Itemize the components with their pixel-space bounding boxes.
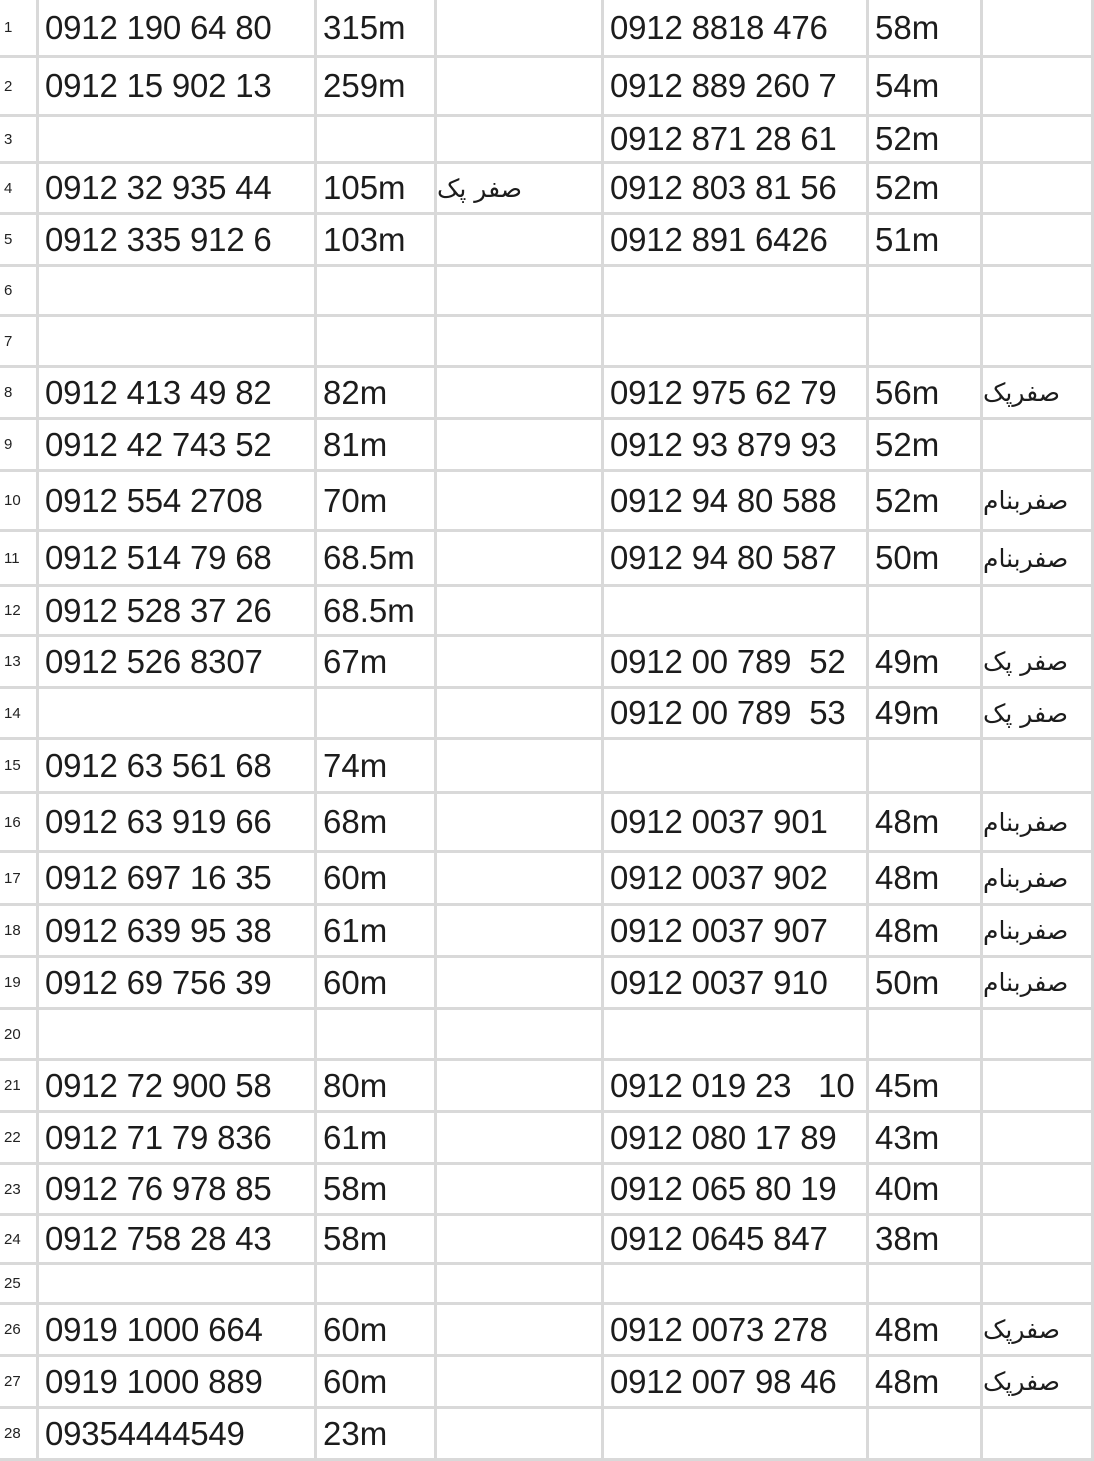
- price-cell[interactable]: 68m: [317, 794, 437, 853]
- note-cell[interactable]: [983, 740, 1094, 794]
- note-cell[interactable]: [437, 1216, 604, 1265]
- phone-number-cell[interactable]: 0912 00 789 53: [604, 689, 869, 740]
- phone-number-cell[interactable]: 0912 080 17 89: [604, 1113, 869, 1165]
- price-cell[interactable]: 60m: [317, 1305, 437, 1357]
- row-number[interactable]: 4: [0, 164, 39, 215]
- phone-number-cell[interactable]: 0912 803 81 56: [604, 164, 869, 215]
- note-cell[interactable]: [983, 420, 1094, 472]
- price-cell[interactable]: 259m: [317, 58, 437, 117]
- phone-number-cell[interactable]: 0912 93 879 93: [604, 420, 869, 472]
- phone-number-cell[interactable]: [604, 587, 869, 637]
- row-number[interactable]: 11: [0, 532, 39, 587]
- phone-number-cell[interactable]: 0912 0037 910: [604, 958, 869, 1010]
- phone-number-cell[interactable]: 0912 15 902 13: [39, 58, 317, 117]
- phone-number-cell[interactable]: [604, 740, 869, 794]
- note-cell[interactable]: [437, 1010, 604, 1061]
- note-cell[interactable]: صفربنام: [983, 794, 1094, 853]
- phone-number-cell[interactable]: 0919 1000 889: [39, 1357, 317, 1409]
- price-cell[interactable]: 52m: [869, 472, 983, 532]
- phone-number-cell[interactable]: 0912 891 6426: [604, 215, 869, 267]
- phone-number-cell[interactable]: 0912 007 98 46: [604, 1357, 869, 1409]
- phone-number-cell[interactable]: 0912 0037 907: [604, 906, 869, 958]
- price-cell[interactable]: 50m: [869, 532, 983, 587]
- price-cell[interactable]: [869, 740, 983, 794]
- note-cell[interactable]: [437, 1061, 604, 1113]
- price-cell[interactable]: 54m: [869, 58, 983, 117]
- row-number[interactable]: 13: [0, 637, 39, 689]
- note-cell[interactable]: [437, 1165, 604, 1216]
- note-cell[interactable]: [437, 472, 604, 532]
- note-cell[interactable]: [983, 317, 1094, 368]
- phone-number-cell[interactable]: 0912 63 919 66: [39, 794, 317, 853]
- note-cell[interactable]: صفر پک: [983, 689, 1094, 740]
- note-cell[interactable]: [437, 267, 604, 317]
- phone-number-cell[interactable]: 0912 413 49 82: [39, 368, 317, 420]
- row-number[interactable]: 12: [0, 587, 39, 637]
- phone-number-cell[interactable]: 0912 0037 901: [604, 794, 869, 853]
- row-number[interactable]: 10: [0, 472, 39, 532]
- row-number[interactable]: 24: [0, 1216, 39, 1265]
- phone-number-cell[interactable]: 0912 69 756 39: [39, 958, 317, 1010]
- price-cell[interactable]: 81m: [317, 420, 437, 472]
- price-cell[interactable]: 48m: [869, 1357, 983, 1409]
- note-cell[interactable]: [983, 215, 1094, 267]
- row-number[interactable]: 1: [0, 0, 39, 58]
- price-cell[interactable]: 68.5m: [317, 587, 437, 637]
- note-cell[interactable]: [437, 794, 604, 853]
- price-cell[interactable]: 51m: [869, 215, 983, 267]
- phone-number-cell[interactable]: [39, 1010, 317, 1061]
- note-cell[interactable]: [983, 587, 1094, 637]
- phone-number-cell[interactable]: [39, 117, 317, 164]
- note-cell[interactable]: [437, 317, 604, 368]
- price-cell[interactable]: [869, 1010, 983, 1061]
- phone-number-cell[interactable]: 0912 00 789 52: [604, 637, 869, 689]
- note-cell[interactable]: [437, 532, 604, 587]
- note-cell[interactable]: [983, 1409, 1094, 1461]
- phone-number-cell[interactable]: [39, 267, 317, 317]
- price-cell[interactable]: 67m: [317, 637, 437, 689]
- price-cell[interactable]: [317, 267, 437, 317]
- price-cell[interactable]: 60m: [317, 1357, 437, 1409]
- note-cell[interactable]: [983, 58, 1094, 117]
- phone-number-cell[interactable]: 0912 0073 278: [604, 1305, 869, 1357]
- price-cell[interactable]: 52m: [869, 164, 983, 215]
- price-cell[interactable]: 38m: [869, 1216, 983, 1265]
- price-cell[interactable]: 43m: [869, 1113, 983, 1165]
- row-number[interactable]: 9: [0, 420, 39, 472]
- phone-number-cell[interactable]: 0912 526 8307: [39, 637, 317, 689]
- phone-number-cell[interactable]: 0912 94 80 588: [604, 472, 869, 532]
- row-number[interactable]: 22: [0, 1113, 39, 1165]
- phone-number-cell[interactable]: 0912 554 2708: [39, 472, 317, 532]
- price-cell[interactable]: [869, 317, 983, 368]
- phone-number-cell[interactable]: 0912 0037 902: [604, 853, 869, 906]
- phone-number-cell[interactable]: 0912 0645 847: [604, 1216, 869, 1265]
- note-cell[interactable]: [437, 58, 604, 117]
- note-cell[interactable]: [437, 689, 604, 740]
- phone-number-cell[interactable]: 0912 758 28 43: [39, 1216, 317, 1265]
- note-cell[interactable]: [437, 420, 604, 472]
- note-cell[interactable]: [983, 117, 1094, 164]
- price-cell[interactable]: 315m: [317, 0, 437, 58]
- phone-number-cell[interactable]: 0912 871 28 61: [604, 117, 869, 164]
- row-number[interactable]: 28: [0, 1409, 39, 1461]
- note-cell[interactable]: صفرپک: [983, 368, 1094, 420]
- phone-number-cell[interactable]: 0912 94 80 587: [604, 532, 869, 587]
- price-cell[interactable]: 40m: [869, 1165, 983, 1216]
- price-cell[interactable]: 49m: [869, 637, 983, 689]
- price-cell[interactable]: [317, 117, 437, 164]
- price-cell[interactable]: 48m: [869, 794, 983, 853]
- phone-number-cell[interactable]: 0912 697 16 35: [39, 853, 317, 906]
- row-number[interactable]: 21: [0, 1061, 39, 1113]
- note-cell[interactable]: صفر پک: [437, 164, 604, 215]
- row-number[interactable]: 5: [0, 215, 39, 267]
- note-cell[interactable]: [983, 1113, 1094, 1165]
- price-cell[interactable]: [869, 1265, 983, 1305]
- row-number[interactable]: 8: [0, 368, 39, 420]
- note-cell[interactable]: [983, 1165, 1094, 1216]
- row-number[interactable]: 18: [0, 906, 39, 958]
- note-cell[interactable]: صفربنام: [983, 853, 1094, 906]
- note-cell[interactable]: [437, 1113, 604, 1165]
- phone-number-cell[interactable]: [39, 1265, 317, 1305]
- row-number[interactable]: 6: [0, 267, 39, 317]
- row-number[interactable]: 25: [0, 1265, 39, 1305]
- phone-number-cell[interactable]: 0912 190 64 80: [39, 0, 317, 58]
- note-cell[interactable]: [437, 587, 604, 637]
- price-cell[interactable]: [869, 267, 983, 317]
- note-cell[interactable]: صفر پک: [983, 637, 1094, 689]
- price-cell[interactable]: 60m: [317, 958, 437, 1010]
- price-cell[interactable]: 58m: [317, 1216, 437, 1265]
- price-cell[interactable]: 61m: [317, 1113, 437, 1165]
- price-cell[interactable]: 60m: [317, 853, 437, 906]
- price-cell[interactable]: 80m: [317, 1061, 437, 1113]
- note-cell[interactable]: [437, 853, 604, 906]
- note-cell[interactable]: [983, 164, 1094, 215]
- phone-number-cell[interactable]: 0912 019 23 10: [604, 1061, 869, 1113]
- price-cell[interactable]: 70m: [317, 472, 437, 532]
- note-cell[interactable]: [437, 117, 604, 164]
- phone-number-cell[interactable]: 09354444549: [39, 1409, 317, 1461]
- note-cell[interactable]: [437, 740, 604, 794]
- price-cell[interactable]: 45m: [869, 1061, 983, 1113]
- price-cell[interactable]: 48m: [869, 1305, 983, 1357]
- phone-number-cell[interactable]: 0919 1000 664: [39, 1305, 317, 1357]
- phone-number-cell[interactable]: 0912 889 260 7: [604, 58, 869, 117]
- phone-number-cell[interactable]: 0912 76 978 85: [39, 1165, 317, 1216]
- phone-number-cell[interactable]: [604, 317, 869, 368]
- note-cell[interactable]: [437, 1265, 604, 1305]
- phone-number-cell[interactable]: 0912 8818 476: [604, 0, 869, 58]
- row-number[interactable]: 17: [0, 853, 39, 906]
- note-cell[interactable]: [983, 1216, 1094, 1265]
- row-number[interactable]: 15: [0, 740, 39, 794]
- price-cell[interactable]: 52m: [869, 420, 983, 472]
- note-cell[interactable]: [983, 267, 1094, 317]
- phone-number-cell[interactable]: 0912 42 743 52: [39, 420, 317, 472]
- price-cell[interactable]: [317, 317, 437, 368]
- row-number[interactable]: 7: [0, 317, 39, 368]
- phone-number-cell[interactable]: 0912 63 561 68: [39, 740, 317, 794]
- row-number[interactable]: 26: [0, 1305, 39, 1357]
- price-cell[interactable]: 23m: [317, 1409, 437, 1461]
- note-cell[interactable]: [437, 1409, 604, 1461]
- row-number[interactable]: 2: [0, 58, 39, 117]
- phone-number-cell[interactable]: 0912 975 62 79: [604, 368, 869, 420]
- row-number[interactable]: 20: [0, 1010, 39, 1061]
- price-cell[interactable]: [869, 587, 983, 637]
- price-cell[interactable]: 103m: [317, 215, 437, 267]
- note-cell[interactable]: [983, 1010, 1094, 1061]
- phone-number-cell[interactable]: [604, 267, 869, 317]
- price-cell[interactable]: 74m: [317, 740, 437, 794]
- note-cell[interactable]: [437, 958, 604, 1010]
- phone-number-cell[interactable]: [39, 317, 317, 368]
- note-cell[interactable]: صفربنام: [983, 958, 1094, 1010]
- price-cell[interactable]: 82m: [317, 368, 437, 420]
- price-cell[interactable]: [317, 1265, 437, 1305]
- phone-number-cell[interactable]: 0912 72 900 58: [39, 1061, 317, 1113]
- note-cell[interactable]: [983, 1265, 1094, 1305]
- note-cell[interactable]: [983, 1061, 1094, 1113]
- note-cell[interactable]: صفربنام: [983, 906, 1094, 958]
- phone-number-cell[interactable]: 0912 514 79 68: [39, 532, 317, 587]
- price-cell[interactable]: 48m: [869, 906, 983, 958]
- price-cell[interactable]: 50m: [869, 958, 983, 1010]
- note-cell[interactable]: [437, 637, 604, 689]
- note-cell[interactable]: [437, 215, 604, 267]
- row-number[interactable]: 19: [0, 958, 39, 1010]
- phone-number-cell[interactable]: 0912 639 95 38: [39, 906, 317, 958]
- note-cell[interactable]: صفربنام: [983, 472, 1094, 532]
- row-number[interactable]: 16: [0, 794, 39, 853]
- phone-number-cell[interactable]: 0912 528 37 26: [39, 587, 317, 637]
- row-number[interactable]: 23: [0, 1165, 39, 1216]
- price-cell[interactable]: [869, 1409, 983, 1461]
- price-cell[interactable]: 61m: [317, 906, 437, 958]
- note-cell[interactable]: صفرپک: [983, 1357, 1094, 1409]
- note-cell[interactable]: صفرپک: [983, 1305, 1094, 1357]
- row-number[interactable]: 27: [0, 1357, 39, 1409]
- price-cell[interactable]: [317, 689, 437, 740]
- note-cell[interactable]: [437, 1357, 604, 1409]
- phone-number-cell[interactable]: [604, 1010, 869, 1061]
- note-cell[interactable]: [437, 0, 604, 58]
- phone-number-cell[interactable]: [604, 1409, 869, 1461]
- note-cell[interactable]: [983, 0, 1094, 58]
- price-cell[interactable]: 68.5m: [317, 532, 437, 587]
- price-cell[interactable]: 52m: [869, 117, 983, 164]
- price-cell[interactable]: 58m: [317, 1165, 437, 1216]
- phone-number-cell[interactable]: 0912 335 912 6: [39, 215, 317, 267]
- phone-number-cell[interactable]: 0912 32 935 44: [39, 164, 317, 215]
- price-cell[interactable]: 56m: [869, 368, 983, 420]
- phone-number-cell[interactable]: [604, 1265, 869, 1305]
- phone-number-cell[interactable]: [39, 689, 317, 740]
- row-number[interactable]: 14: [0, 689, 39, 740]
- price-cell[interactable]: [317, 1010, 437, 1061]
- phone-number-cell[interactable]: 0912 065 80 19: [604, 1165, 869, 1216]
- price-cell[interactable]: 49m: [869, 689, 983, 740]
- phone-number-cell[interactable]: 0912 71 79 836: [39, 1113, 317, 1165]
- price-cell[interactable]: 105m: [317, 164, 437, 215]
- note-cell[interactable]: [437, 906, 604, 958]
- note-cell[interactable]: [437, 368, 604, 420]
- note-cell[interactable]: صفربنام: [983, 532, 1094, 587]
- price-cell[interactable]: 48m: [869, 853, 983, 906]
- note-cell[interactable]: [437, 1305, 604, 1357]
- price-cell[interactable]: 58m: [869, 0, 983, 58]
- row-number[interactable]: 3: [0, 117, 39, 164]
